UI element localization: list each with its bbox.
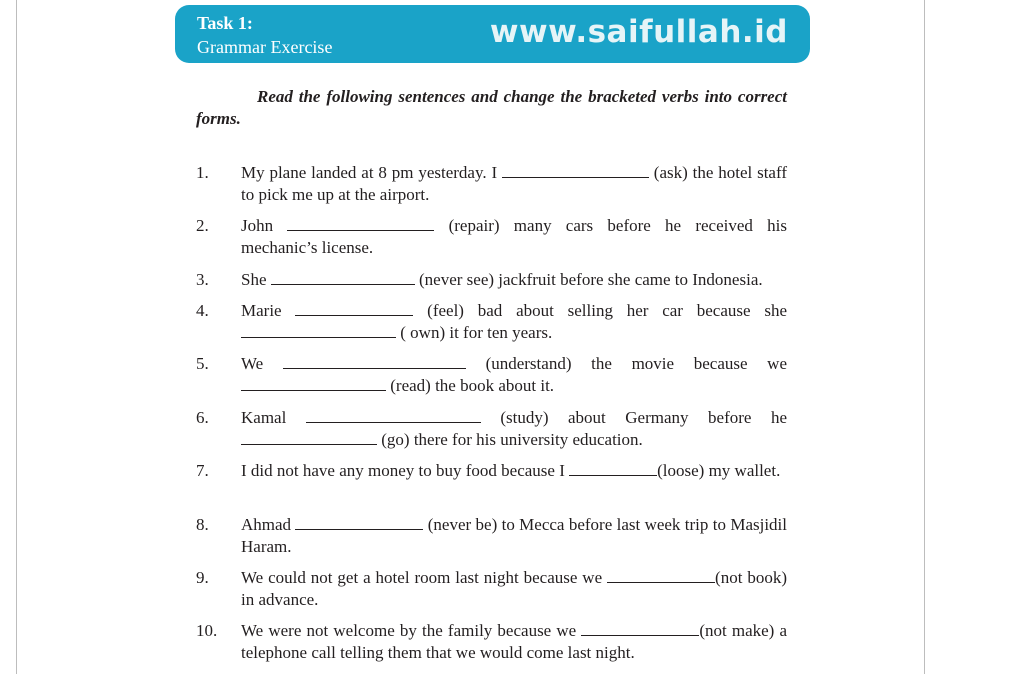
exercise-text-part: (feel) bad about selling her car because she bbox=[413, 301, 787, 320]
instruction-text: Read the following sentences and change the bracketed verbs into correct forms. bbox=[196, 87, 787, 128]
exercise-text bbox=[241, 514, 787, 558]
exercise-number: 9. bbox=[196, 568, 209, 587]
answer-blank[interactable] bbox=[502, 163, 649, 178]
exercise-text-part: We were not welcome by the family because we bbox=[241, 621, 582, 640]
exercise-number: 8. bbox=[196, 515, 209, 534]
exercise-text-part: (never see) jackfruit before she came to Indonesia. bbox=[414, 270, 763, 289]
answer-blank[interactable] bbox=[581, 621, 699, 636]
exercise-number: 6. bbox=[196, 408, 209, 427]
exercise-text-part: Kamal bbox=[241, 408, 306, 427]
exercise-number: 5. bbox=[196, 354, 209, 373]
exercise-text bbox=[241, 460, 787, 482]
exercise-text-part: We bbox=[241, 354, 283, 373]
exercise-text-part: (not make) a telephone call telling them that we would come last night. bbox=[241, 621, 788, 662]
exercise-number: 7. bbox=[196, 461, 209, 480]
watermark: www.saifullah.id bbox=[489, 14, 788, 50]
exercise-text-part: (ask) the hotel staff to pick me up at the airport. bbox=[241, 163, 787, 204]
exercise-text-part: My plane landed at 8 pm yesterday. I bbox=[241, 163, 502, 182]
answer-blank[interactable] bbox=[287, 216, 434, 231]
exercise-text bbox=[241, 407, 787, 451]
exercise-text bbox=[241, 620, 787, 664]
answer-blank[interactable] bbox=[241, 430, 377, 445]
answer-blank[interactable] bbox=[306, 408, 481, 423]
answer-blank[interactable] bbox=[241, 376, 386, 391]
exercise-text-part: ( own) it for ten years. bbox=[396, 323, 553, 342]
exercise-number: 1. bbox=[196, 163, 209, 182]
answer-blank[interactable] bbox=[569, 461, 657, 476]
answer-blank[interactable] bbox=[283, 354, 466, 369]
exercise-text-part: Marie bbox=[241, 301, 296, 320]
exercise-number: 10. bbox=[196, 621, 218, 640]
exercise-text-part: (study) about Germany before he bbox=[480, 408, 787, 427]
answer-blank[interactable] bbox=[607, 568, 715, 583]
exercise-text-part: (read) the book about it. bbox=[386, 376, 555, 395]
exercise-text bbox=[241, 567, 787, 611]
exercise-text bbox=[241, 215, 787, 259]
exercise-text-part: (not book) in advance. bbox=[241, 568, 787, 609]
answer-blank[interactable] bbox=[295, 515, 423, 530]
answer-blank[interactable] bbox=[271, 270, 415, 285]
exercise-text-part: John bbox=[241, 216, 288, 235]
exercise-text-part: (never be) to Mecca before last week trip to Masjidil Haram. bbox=[241, 515, 787, 556]
exercise-text bbox=[241, 162, 787, 206]
exercise-number: 3. bbox=[196, 270, 209, 289]
task-header-banner bbox=[175, 5, 810, 63]
exercise-text bbox=[241, 269, 787, 291]
exercise-text-part: Ahmad bbox=[241, 515, 296, 534]
exercise-text-part: (understand) the movie because we bbox=[465, 354, 788, 373]
answer-blank[interactable] bbox=[241, 323, 396, 338]
exercise-number: 4. bbox=[196, 301, 209, 320]
exercise-text bbox=[241, 300, 787, 344]
exercise-text-part: We could not get a hotel room last night because we bbox=[241, 568, 608, 587]
exercise-text bbox=[241, 353, 787, 397]
page-border-left bbox=[16, 0, 17, 674]
exercise-text-part: (repair) many cars before he received his mechanic’s license. bbox=[241, 216, 787, 257]
exercise-number: 2. bbox=[196, 216, 209, 235]
task-subtitle: Grammar Exercise bbox=[197, 37, 333, 57]
exercise-text-part: (loose) my wallet. bbox=[657, 461, 781, 480]
exercise-text-part: (go) there for his university education. bbox=[377, 430, 643, 449]
exercise-text-part: She bbox=[241, 270, 271, 289]
page-border-right bbox=[924, 0, 925, 674]
task-title: Task 1: bbox=[197, 13, 253, 33]
exercise-text-part: I did not have any money to buy food because I bbox=[241, 461, 570, 480]
answer-blank[interactable] bbox=[295, 301, 413, 316]
